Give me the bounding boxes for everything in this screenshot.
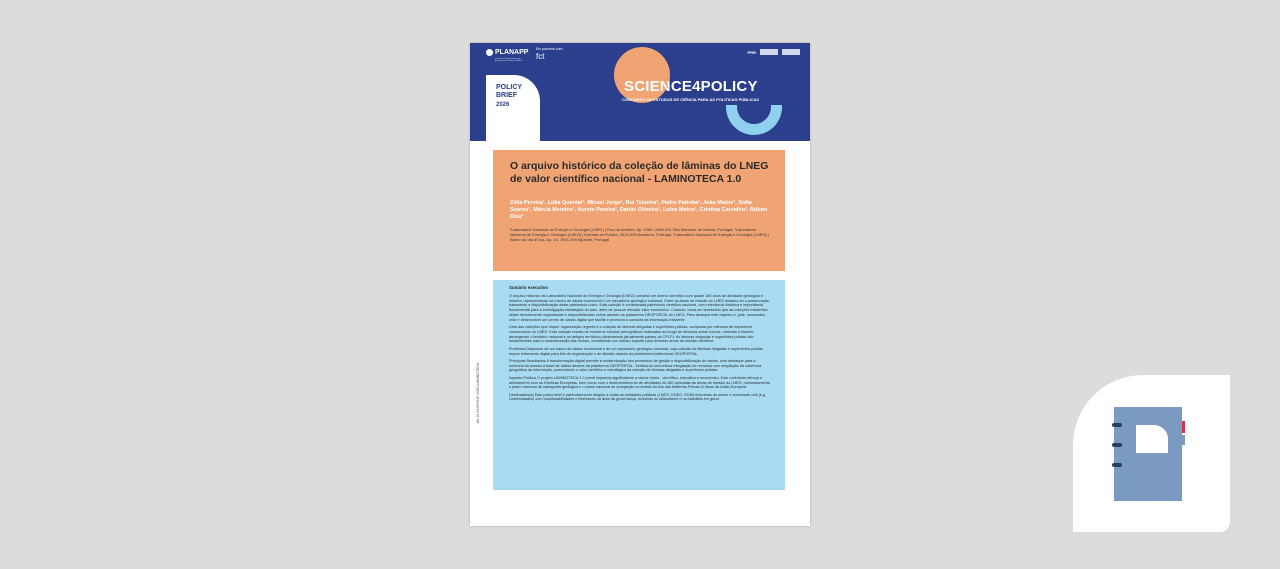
title-box — [493, 150, 785, 271]
summary-paragraph: Problema Dispomos de um banco de dados excecional e de um repositório geológico nacional, cuja coleção de lâminas delgadas e superfícies polidas requer tratamento digital para fins de organização e de difusão através da plataforma institucional GEOPORTAL. — [509, 346, 763, 356]
policy-brief-tab — [486, 75, 540, 141]
science4policy-title: SCIENCE4POLICY — [624, 78, 758, 95]
side-doi — [476, 303, 480, 483]
partner-label: Em parceria com: — [536, 47, 564, 51]
republica-logo-icon — [760, 49, 778, 55]
affiliations: ¹Laboratório Nacional de Energia e Geologia (LNEG) | Rua da Amieira, Ap. 1089, 4466-901 São Mamede de Infesta, Portugal; ²Laboratório Nacional de Energia e Geologia (LNEG) | Estrada da Portela, 2610-999 Amadora, Portugal; ³Laboratório Nacional de Energia e Geologia (LNEG) | Bairro da Val d'Oca, Ap. 14, 7601-909 Aljustrel, Portugal — [510, 227, 770, 242]
fct-logo: fct — [536, 52, 545, 61]
policy-brief-year: 2026 — [496, 102, 510, 108]
funding-logos — [748, 49, 800, 55]
summary-paragraph: Destinatário(s) Este policy brief é particularmente dirigido a todas as entidades públicas (LNEG, DGEG, EDM) empresas do sector e sociedade civil (e.g. Universidades) com responsabilidades e interesses na área da governança, incluindo os utilizadores e os cidadãos em geral. — [509, 392, 767, 402]
document-header — [470, 43, 810, 141]
summary-paragraph: Principais Resultados A transformação digital permite a modernização dos processos de gestão e disponibilização de dados, com destaque para a melhoria do acesso à base de dados através da plataforma GEOPORTAL. Verifica-se uma eficaz integração de recursos com ampliação da cobertura geográfica da informação, potenciando o valor científico e estratégico da coleção de lâminas delgadas e superfícies polidas. — [509, 358, 762, 373]
planapp-mark-icon — [486, 49, 493, 56]
policy-brief-document — [470, 43, 810, 526]
planapp-logo — [486, 49, 529, 62]
planapp-subtitle: Centro de Planeamento e de Avaliação de Políticas Públicas — [495, 58, 523, 62]
policy-brief-label: POLICY BRIEF — [496, 84, 523, 99]
author-list: Zélia Pereira¹, Lídia Quental², Micael Jorge², Rui Teixeira², Pedro Patinha³, João Matos³, Sofia Soares³, Márcia Mendes¹, Aurete Pereira¹, Daniel Oliveira¹, Luísa Matos¹, Cristina Carvalho³, Rúben Dias³ — [510, 200, 768, 220]
prr-logo: PRR — [747, 49, 756, 55]
summary-paragraph: O arquivo histórico do Laboratório Nacional de Energia e Geologia (LNEG) constitui um acervo científico com quase 180 anos de atividade geológica e mineira, representando um banco de dados excecional e um repositório geológico nacional. Entre as áreas de missão do LNEG destaca-se a preservação, tratamento e disponibilização deste património único. Esta coleção é considerada património científico nacional, com relevância histórica e importância fundamental para a investigação estratégica do país, além de possuir elevado valor económico. Contudo, torna-se necessário que as coleções existentes sejam devidamente organizadas e disponibilizadas online através da plataforma GEOPORTAL do LNEG. Para alcançar este objetivo é, pois, necessário criar e desenvolver um centro de dados digital que facilite e promova a consulta da informação existente. — [509, 293, 770, 322]
decorative-blue-arc — [726, 105, 782, 135]
summary-heading: Sumário executivo — [509, 285, 549, 290]
notebook-document-icon — [1112, 407, 1188, 501]
side-doi-text: doi:10.54499/S4P-2026-LAMINOTECA — [476, 362, 480, 424]
executive-summary — [509, 286, 771, 405]
planapp-label: PLANAPP — [495, 49, 529, 56]
executive-summary-box — [493, 280, 785, 490]
science4policy-subtitle: CONCURSO DE ESTUDOS DE CIÊNCIA PARA AS POLÍTICAS PÚBLICAS — [622, 97, 760, 102]
summary-paragraph: Impacto Político O projeto LAMINOTECA 1.0 prevê impactos significativos a vários níveis - científico, educativo e económico. Este contributo reforça o alinhamento com as Diretivas Europeias, bem como com o desenvolvimento de atividades de I&D aplicadas às áreas de missão do LNEG, nomeadamente o plano nacional de cartografia geológica e o plano nacional de prospeção no âmbito do Ato das Matérias-Primas Críticas da União Europeia. — [509, 375, 771, 390]
eu-logo-icon — [782, 49, 800, 55]
summary-paragraph: Uma das coleções que requer organização urgente é a coleção de lâminas delgadas e superfícies polidas, composta por milhares de espécimes conservados no LNEG. Esta coleção resulta de inúmeros estudos petrográficos realizados ao longo de décadas sobre rochas, minerais e fósseis, abrangendo o território nacional e os antigos territórios ultramarinos (atualmente países da CPLP). As lâminas delgadas e superfícies polidas são fundamentais para a caracterização das rochas, constituindo um valioso suporte para diversas áreas da missão científica. — [509, 325, 755, 344]
document-title: O arquivo histórico da coleção de lâminas do LNEG de valor científico nacional - LAMINOTECA 1.0 — [510, 160, 769, 185]
